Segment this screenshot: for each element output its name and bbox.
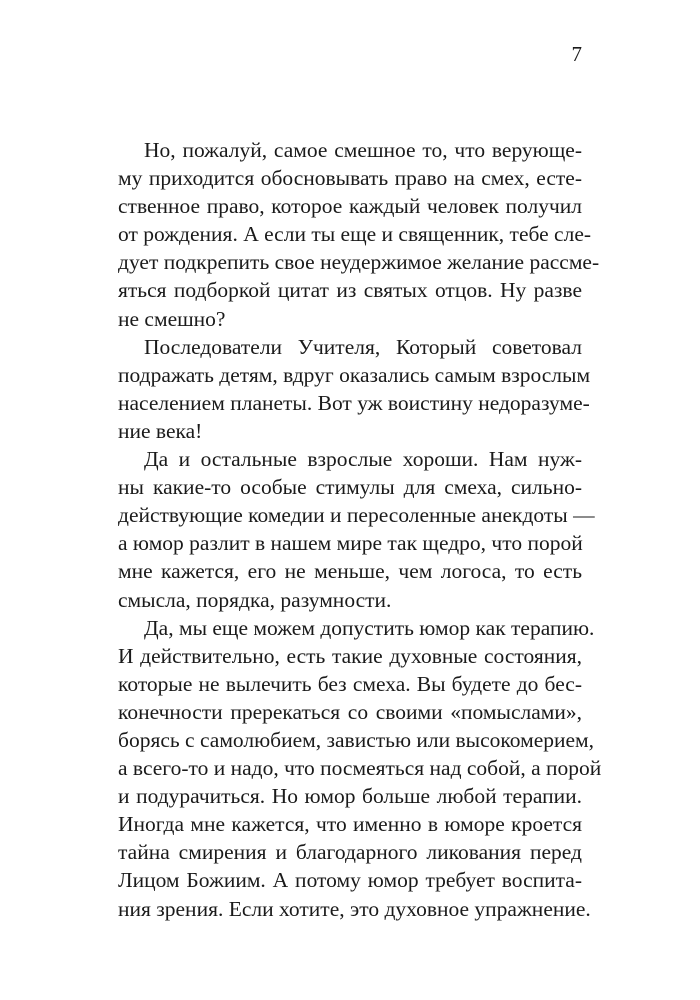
text-line: тайна смирения и благодарного ликования перед	[118, 840, 582, 865]
text-line: му приходится обосновывать право на смех, есте-	[118, 166, 582, 191]
text-line: яться подборкой цитат из святых отцов. Ну разве	[118, 278, 582, 303]
paragraph	[118, 136, 600, 333]
text-line: а юмор разлит в нашем мире так щедро, что порой	[118, 531, 583, 556]
text-line: Да и остальные взрослые хороши. Нам нуж-	[144, 447, 582, 472]
text-line: Но, пожалуй, самое смешное то, что верующе-	[144, 138, 582, 162]
page-number: 7	[571, 42, 582, 66]
text-line: И действительно, есть такие духовные состояния,	[118, 643, 582, 668]
text-line: борясь с самолюбием, завистью или высокомерием,	[118, 727, 595, 752]
text-line: Последователи Учителя, Который советовал	[144, 334, 582, 359]
text-line: Иногда мне кажется, что именно в юморе кроется	[118, 812, 582, 837]
text-line: дует подкрепить свое неудержимое желание рассме-	[118, 250, 600, 275]
text-line: мне кажется, его не меньше, чем логоса, то есть	[118, 559, 582, 584]
paragraph	[118, 333, 591, 445]
paragraph	[118, 614, 602, 923]
paragraph	[118, 445, 595, 614]
text-line: ние века!	[118, 418, 203, 443]
text-line: которые не вылечить без смеха. Вы будете до бес-	[118, 671, 582, 696]
text-line: а всего-то и надо, что посмеяться над собой, а порой	[118, 756, 602, 781]
text-line: подражать детям, вдруг оказались самым взрослым	[118, 362, 591, 387]
text-line: действующие комедии и пересоленные анекдоты —	[118, 503, 595, 528]
text-line: не смешно?	[118, 306, 226, 331]
text-line: населением планеты. Вот уж воистину недоразуме-	[118, 390, 590, 415]
text-line: и подурачиться. Но юмор больше любой терапии.	[118, 784, 582, 809]
text-line: ственное право, которое каждый человек получил	[118, 194, 582, 219]
text-line: конечности пререкаться со своими «помыслами»,	[118, 699, 582, 724]
text-line: Лицом Божиим. А потому юмор требует воспита-	[118, 868, 582, 893]
text-line: смысла, порядка, разумности.	[118, 587, 392, 612]
text-line: Да, мы еще можем допустить юмор как терапию.	[144, 615, 595, 640]
text-line: от рождения. А если ты еще и священник, тебе сле-	[118, 222, 592, 247]
text-line: ния зрения. Если хотите, это духовное упражнение.	[118, 896, 591, 921]
text-line: ны какие-то особые стимулы для смеха, сильно-	[118, 475, 582, 500]
body-text	[118, 136, 602, 923]
